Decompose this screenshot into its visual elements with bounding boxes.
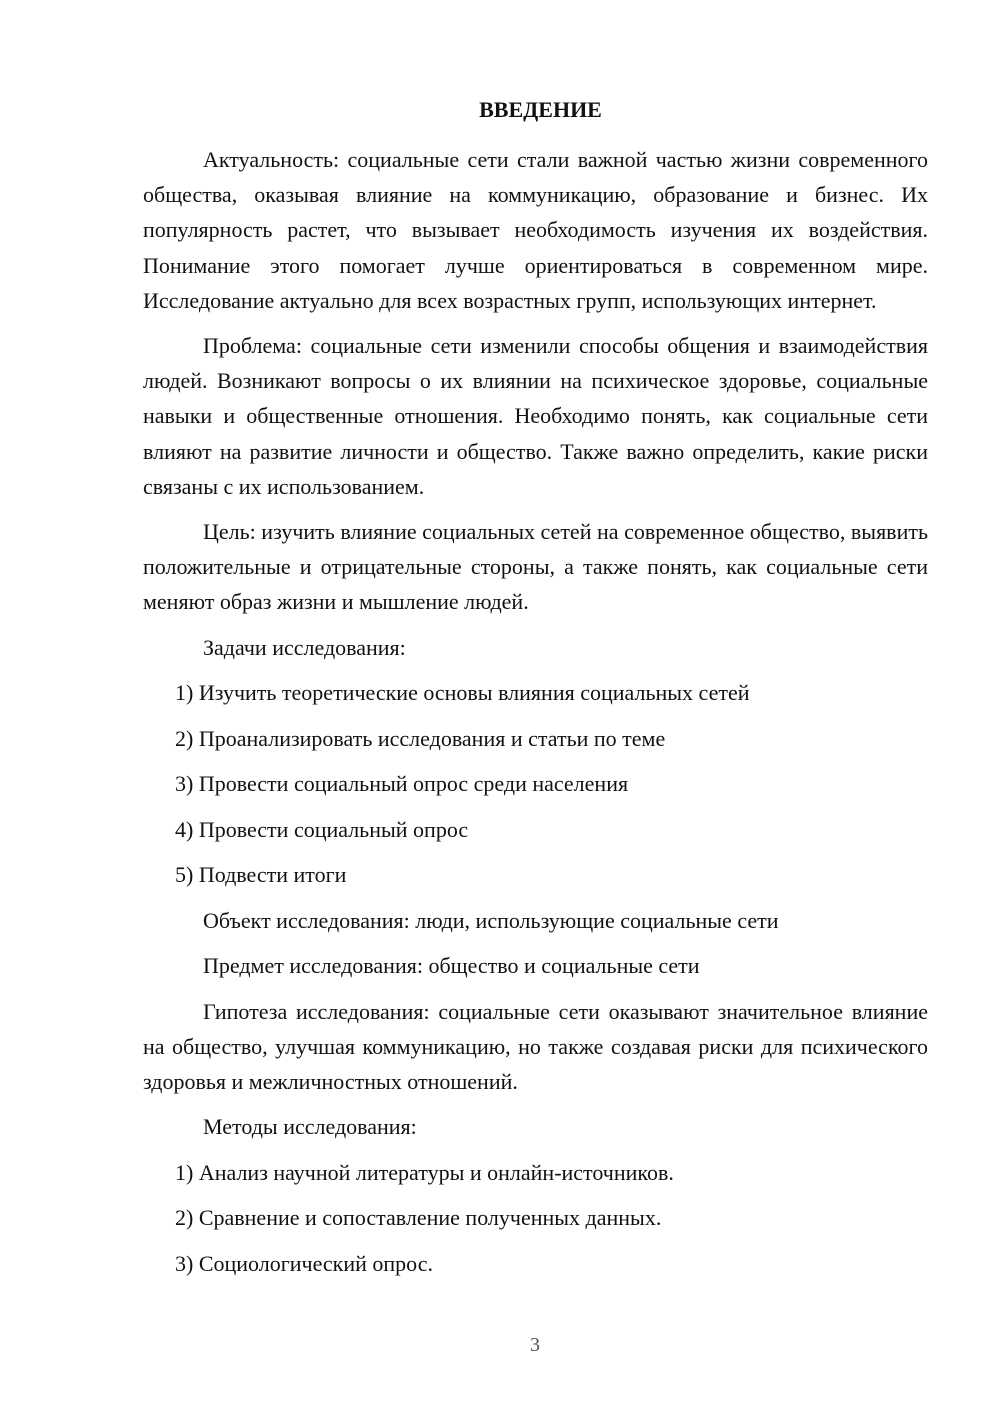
section-title: ВВЕДЕНИЕ: [479, 97, 602, 122]
hypothesis-paragraph: Гипотеза исследования: социальные сети оказывают значительное влияние на общество, улучшая коммуникацию, но также создавая риски для психического здоровья и межличностных отношений.: [143, 998, 928, 1095]
methods-list: [143, 1155, 928, 1281]
tasks-heading: Задачи исследования:: [203, 634, 406, 660]
task-item: 2) Проанализировать исследования и статьи по теме: [175, 725, 666, 751]
method-item: 2) Сравнение и сопоставление полученных данных.: [175, 1205, 662, 1231]
page-number: 3: [530, 1334, 540, 1356]
task-item: 5) Подвести итоги: [175, 862, 347, 888]
relevance-paragraph: Актуальность: социальные сети стали важной частью жизни современного общества, оказывая влияние на коммуникацию, образование и бизнес. Их популярность растет, что вызывает необходимость изучения их воздействия. Понимание этого помогает лучше ориентироваться в современном мире. Исследование актуально для всех возрастных групп, использующих интернет.: [143, 147, 928, 313]
task-item: 3) Провести социальный опрос среди населения: [175, 771, 629, 797]
task-item: 4) Провести социальный опрос: [175, 816, 469, 842]
methods-heading: Методы исследования:: [203, 1114, 417, 1140]
research-object: Объект исследования: люди, использующие социальные сети: [203, 907, 779, 933]
method-item: 3) Социологический опрос.: [175, 1250, 433, 1276]
task-item: 1) Изучить теоретические основы влияния социальных сетей: [175, 680, 750, 706]
problem-paragraph: Проблема: социальные сети изменили способы общения и взаимодействия людей. Возникают вопросы о их влиянии на психическое здоровье, социальные навыки и общественные отношения. Необходимо понять, как социальные сети влияют на развитие личности и общество. Также важно определить, какие риски связаны с их использованием.: [143, 333, 928, 499]
tasks-list: [143, 675, 928, 892]
goal-paragraph: Цель: изучить влияние социальных сетей на современное общество, выявить положительные и отрицательные стороны, а также понять, как социальные сети меняют образ жизни и мышление людей.: [143, 519, 928, 615]
research-subject: Предмет исследования: общество и социальные сети: [203, 953, 700, 979]
document-page: [143, 96, 928, 1291]
method-item: 1) Анализ научной литературы и онлайн-источников.: [175, 1159, 674, 1185]
